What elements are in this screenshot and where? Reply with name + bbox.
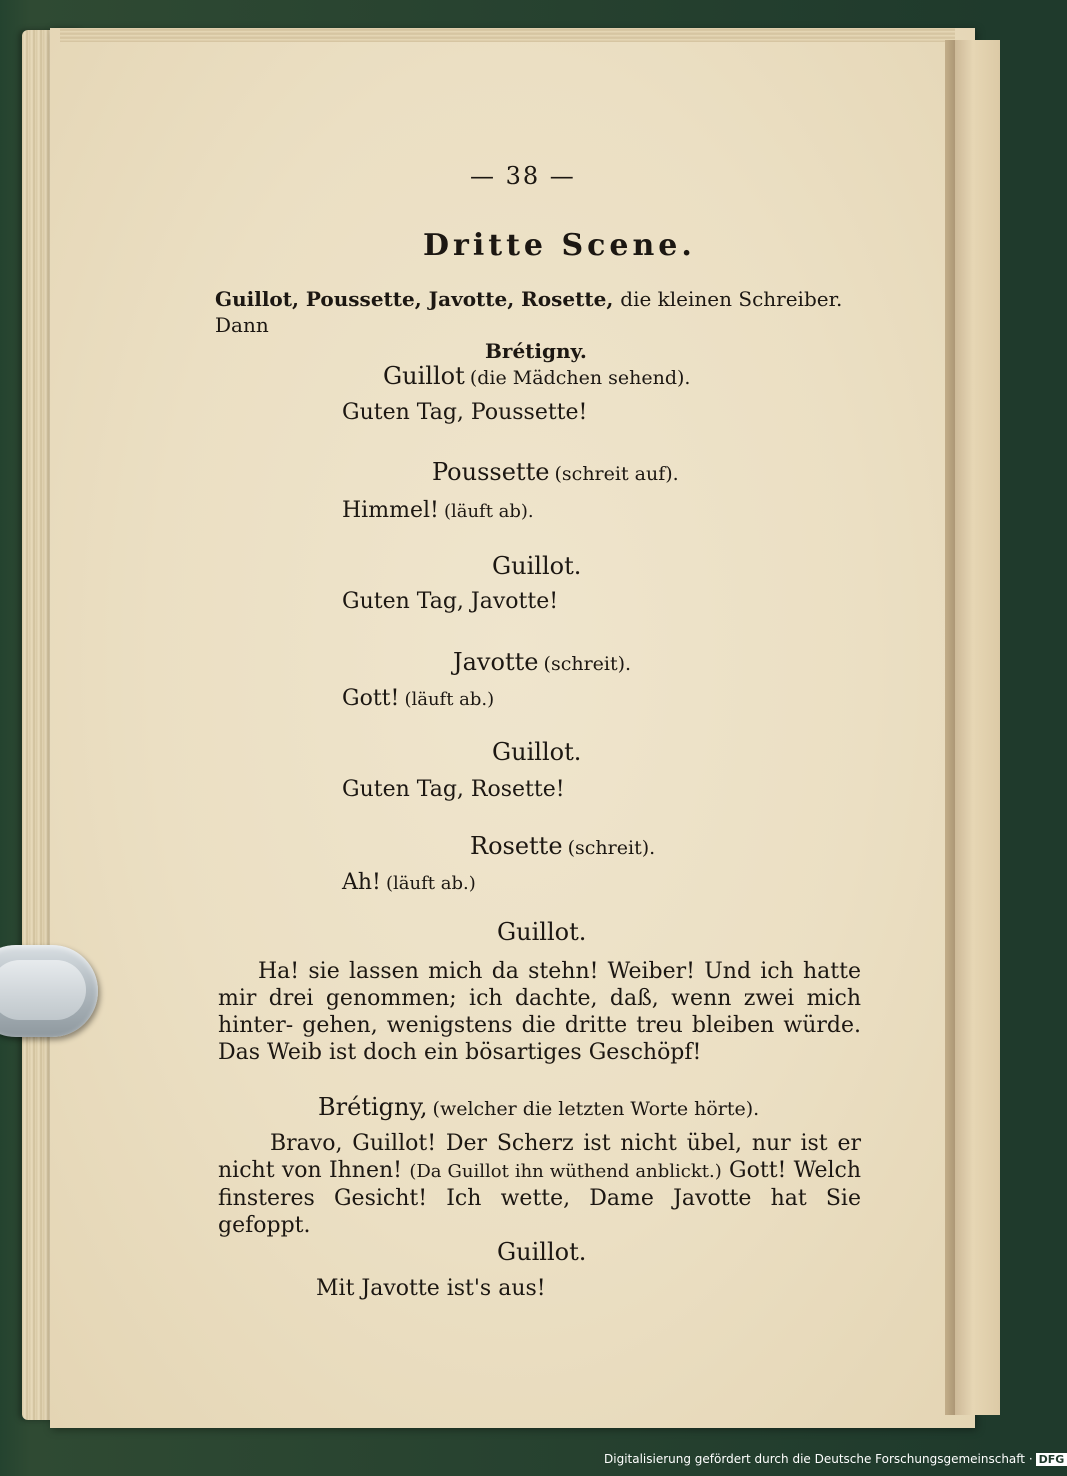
dialogue-line xyxy=(342,498,534,523)
speaker-heading xyxy=(383,362,690,390)
clip-highlight xyxy=(0,960,86,1020)
dialogue-line: Mit Javotte ist's aus! xyxy=(316,1276,546,1301)
stage-direction: (läuft ab.) xyxy=(404,689,495,710)
stage-direction: (die Mädchen sehend). xyxy=(469,367,691,389)
scene-title: Dritte Scene. xyxy=(423,228,696,263)
speaker-name: Guillot. xyxy=(492,552,582,580)
dialogue-text: Himmel! xyxy=(342,498,439,523)
cast-names: Guillot, Poussette, Javotte, Rosette, xyxy=(215,287,614,311)
speaker-name: Poussette xyxy=(432,458,550,486)
dialogue-text: Ah! xyxy=(342,870,381,895)
facing-page-edge xyxy=(955,40,1000,1415)
page-top-edge xyxy=(60,28,955,42)
cast-list xyxy=(215,286,865,364)
dialogue-text: Gott! xyxy=(342,686,400,711)
footer-text: Digitalisierung gefördert durch die Deutsche Forschungsgemeinschaft · xyxy=(604,1452,1033,1466)
cast-rest: die kleinen Schreiber. xyxy=(620,287,843,311)
speaker-name: Guillot xyxy=(383,362,465,390)
digitization-footer xyxy=(604,1452,1067,1466)
speaker-name: Guillot. xyxy=(492,738,582,766)
stage-direction: (Da Guillot ihn wüthend anblickt.) xyxy=(409,1161,722,1182)
dialogue-paragraph: Ha! sie lassen mich da stehn! Weiber! Und ich hatte mir drei genommen; ich dachte, daß, wenn zwei mich hinter- gehen, wenigstens die dritte treu bleiben würde. Das Weib ist doch ein bösartiges Geschöpf! xyxy=(218,959,861,1065)
speaker-name: Rosette xyxy=(470,832,563,860)
stage-direction: (schreit auf). xyxy=(554,463,679,485)
dialogue-line: Guten Tag, Poussette! xyxy=(342,400,588,425)
dialogue-text: Gott! Welch finsteres Gesicht! Ich wette, Dame Javotte hat Sie gefoppt. xyxy=(218,1158,862,1238)
speaker-heading xyxy=(318,1093,759,1121)
stage-direction: (läuft ab.) xyxy=(386,873,476,894)
speaker-name: Javotte xyxy=(453,648,539,676)
stage-direction: (welcher die letzten Worte hörte). xyxy=(432,1098,760,1120)
dialogue-line xyxy=(342,686,494,711)
cast-then: Dann xyxy=(215,313,269,337)
speaker-name: Guillot. xyxy=(497,918,587,946)
dfg-logo: DFG xyxy=(1036,1453,1067,1466)
speaker-name: Brétigny, xyxy=(318,1093,428,1121)
stage-direction: (läuft ab). xyxy=(443,501,534,522)
dialogue-paragraph xyxy=(218,1130,861,1239)
speaker-heading xyxy=(432,458,679,486)
dialogue-text: Bravo, Guillot! Der Scherz ist nicht übel, nur ist er nicht von Ihnen! xyxy=(218,1131,861,1183)
stage-direction: (schreit). xyxy=(567,837,656,859)
dialogue-line xyxy=(342,870,476,895)
page-number: — 38 — xyxy=(470,162,576,190)
speaker-heading xyxy=(470,832,655,860)
stage-direction: (schreit). xyxy=(543,653,632,675)
dialogue-line: Guten Tag, Rosette! xyxy=(342,777,565,802)
speaker-name: Guillot. xyxy=(497,1238,587,1266)
speaker-heading xyxy=(453,648,631,676)
dialogue-line: Guten Tag, Javotte! xyxy=(342,589,559,614)
cast-last: Brétigny. xyxy=(485,339,587,363)
